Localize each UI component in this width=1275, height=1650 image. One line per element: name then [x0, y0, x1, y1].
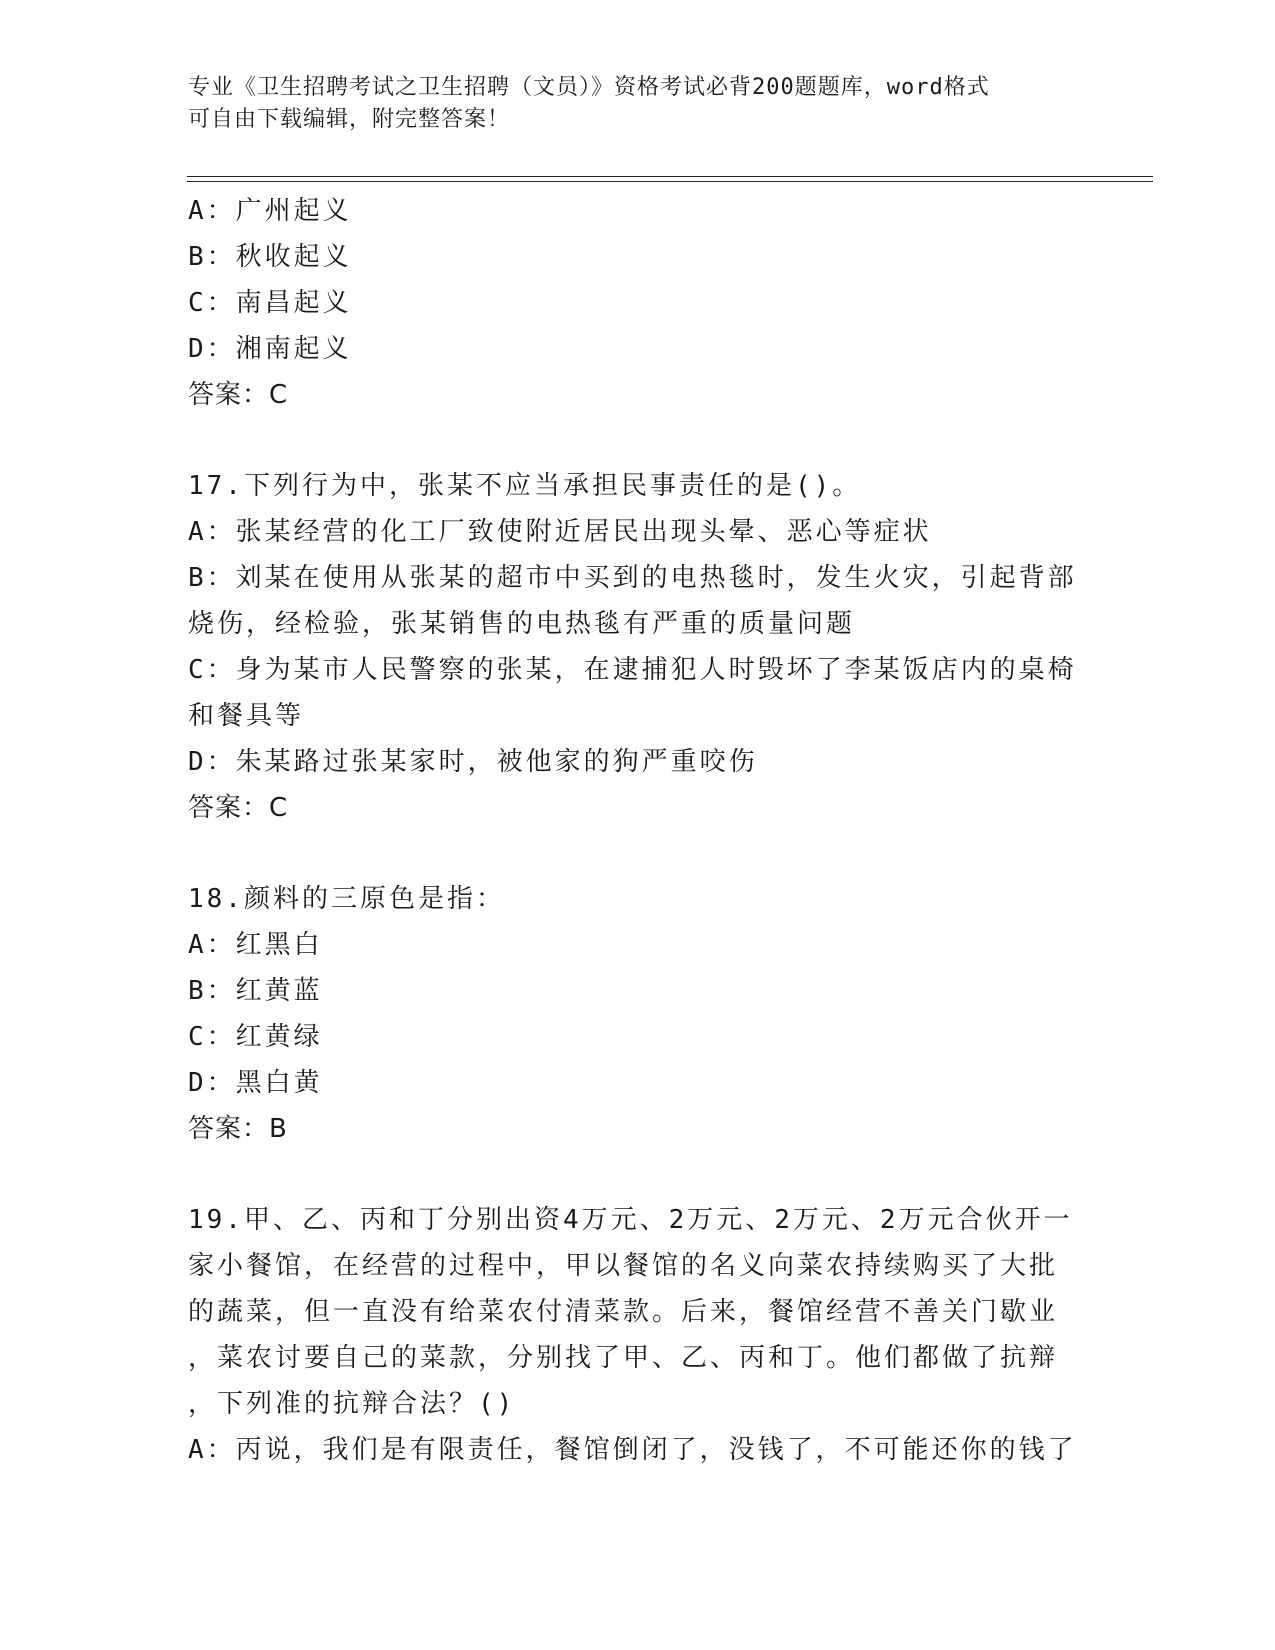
option-d: D：朱某路过张某家时，被他家的狗严重咬伤	[188, 747, 758, 777]
option-d: D：湘南起义	[188, 334, 352, 364]
option-d: D：黑白黄	[188, 1068, 323, 1098]
question-text: 17.下列行为中，张某不应当承担民事责任的是()。	[188, 471, 862, 501]
option-c-line-2: 和餐具等	[188, 701, 305, 731]
question-list	[188, 188, 1088, 1473]
answer-line: 答案：C	[188, 380, 289, 410]
question-text-line-1: 19.甲、乙、丙和丁分别出资4万元、2万元、2万元、2万元合伙开一	[188, 1205, 1073, 1235]
option-c: C：红黄绿	[188, 1022, 323, 1052]
header-divider-top	[187, 176, 1153, 177]
header-title-line-1: 专业《卫生招聘考试之卫生招聘（文员）》资格考试必背200题题库，word格式	[188, 75, 990, 100]
header-title-line-2: 可自由下载编辑，附完整答案！	[188, 107, 511, 132]
answer-line: 答案：C	[188, 793, 289, 823]
option-a: A：广州起义	[188, 196, 352, 226]
option-c: C：南昌起义	[188, 288, 352, 318]
question-18	[188, 876, 1088, 1152]
answer-line: 答案：B	[188, 1114, 288, 1144]
question-text-line-3: 的蔬菜，但一直没有给菜农付清菜款。后来，餐馆经营不善关门歇业	[188, 1297, 1059, 1327]
question-text-line-4: ，菜农讨要自己的菜款，分别找了甲、乙、丙和丁。他们都做了抗辩	[188, 1343, 1059, 1373]
option-b: B：秋收起义	[188, 242, 352, 272]
option-a: A：丙说，我们是有限责任，餐馆倒闭了，没钱了，不可能还你的钱了	[188, 1435, 1077, 1465]
option-b-line-2: 烧伤，经检验，张某销售的电热毯有严重的质量问题	[188, 609, 856, 639]
option-b: B：红黄蓝	[188, 976, 323, 1006]
option-a: A：张某经营的化工厂致使附近居民出现头晕、恶心等症状	[188, 517, 932, 547]
question-text-line-2: 家小餐馆，在经营的过程中，甲以餐馆的名义向菜农持续购买了大批	[188, 1251, 1059, 1281]
question-17	[188, 463, 1088, 831]
question-text-line-5: ，下列准的抗辩合法？()	[188, 1389, 516, 1419]
option-b-line-1: B：刘某在使用从张某的超市中买到的电热毯时，发生火灾，引起背部	[188, 563, 1077, 593]
question-19	[188, 1197, 1088, 1473]
option-c-line-1: C：身为某市人民警察的张某，在逮捕犯人时毁坏了李某饭店内的桌椅	[188, 655, 1077, 685]
document-header	[188, 72, 1088, 136]
header-divider-bottom	[187, 181, 1153, 182]
question-text: 18.颜料的三原色是指：	[188, 884, 505, 914]
question-16-options	[188, 188, 1088, 418]
option-a: A：红黑白	[188, 930, 323, 960]
